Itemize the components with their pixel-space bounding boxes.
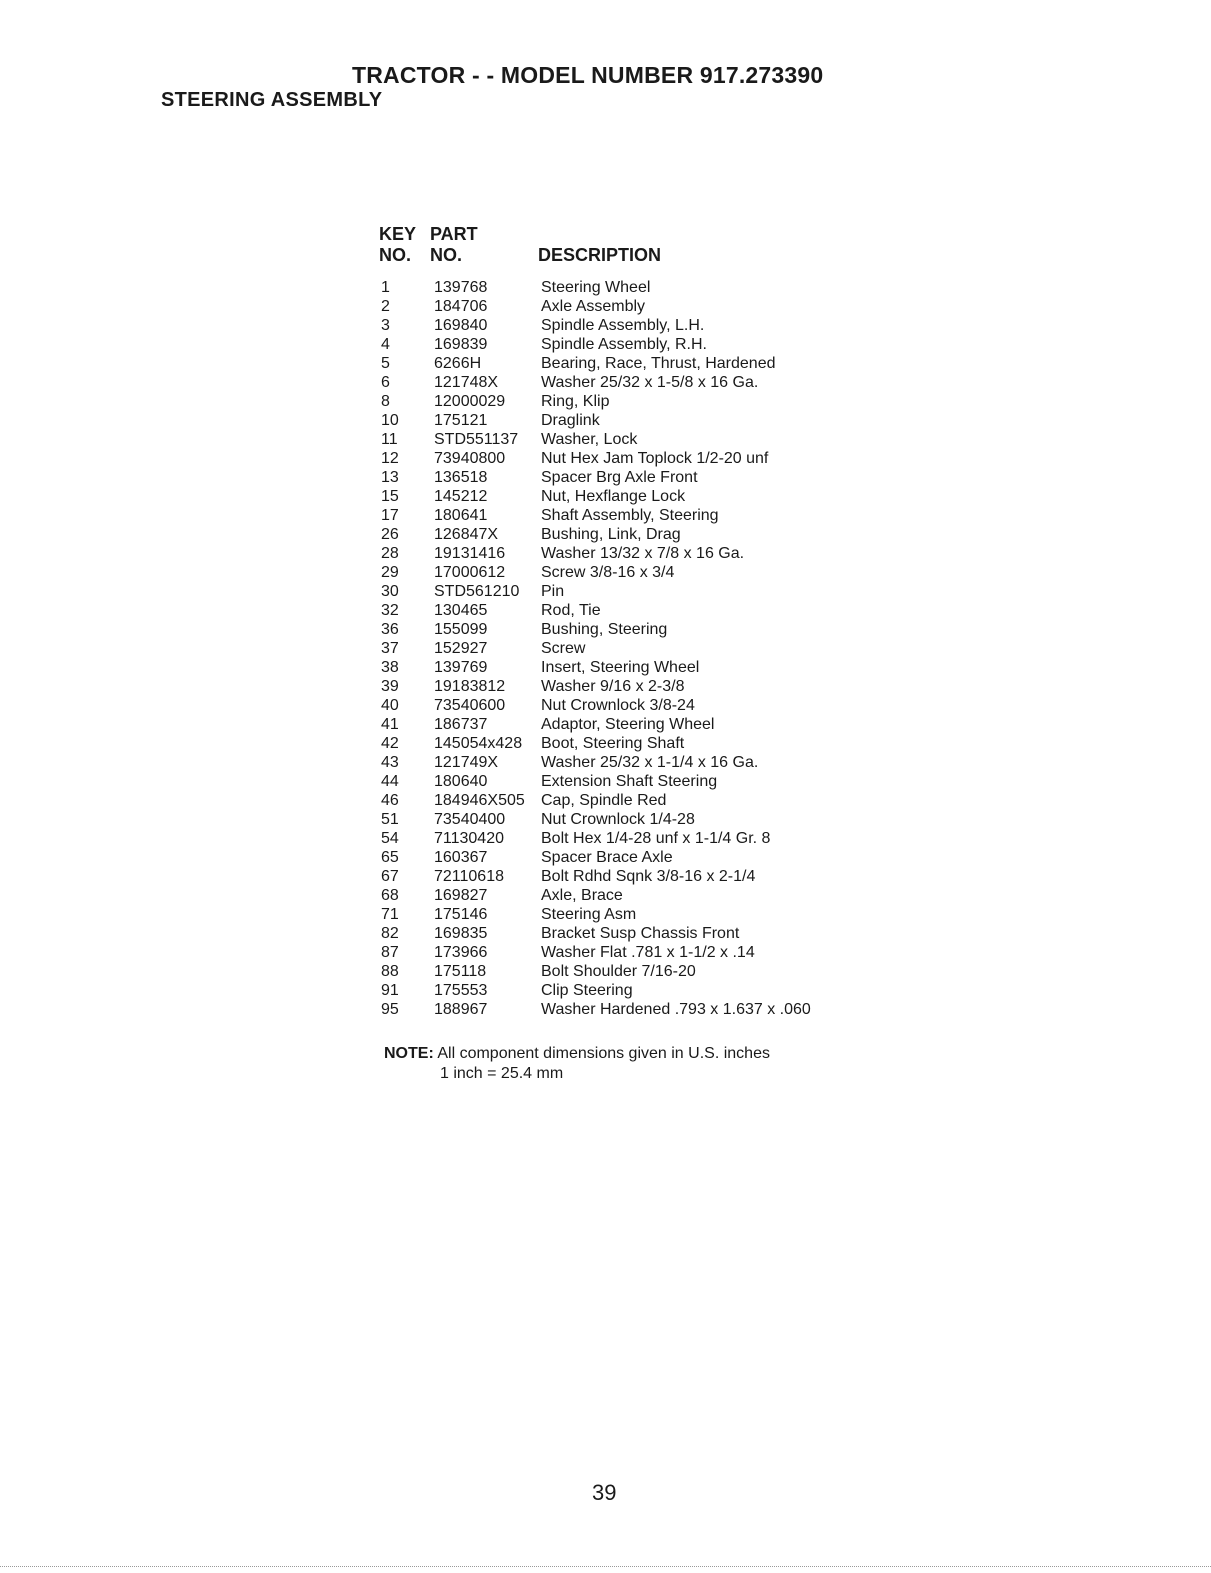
key-number: 82 xyxy=(381,925,399,942)
part-number: 139769 xyxy=(434,659,488,676)
part-description: Axle, Brace xyxy=(541,887,623,904)
part-number: STD551137 xyxy=(434,431,519,448)
key-number: 42 xyxy=(381,735,399,752)
part-number: 155099 xyxy=(434,621,488,638)
part-description: Washer Hardened .793 x 1.637 x .060 xyxy=(541,1001,811,1018)
key-number: 12 xyxy=(381,450,399,467)
part-number: 145212 xyxy=(434,488,488,505)
part-description: Steering Asm xyxy=(541,906,637,923)
part-number: 175553 xyxy=(434,982,488,999)
key-number: 44 xyxy=(381,773,399,790)
part-description: Cap, Spindle Red xyxy=(541,792,667,809)
part-description: Bolt Shoulder 7/16-20 xyxy=(541,963,696,980)
part-description: Nut Crownlock 1/4-28 xyxy=(541,811,695,828)
key-number: 26 xyxy=(381,526,399,543)
part-number: 145054x428 xyxy=(434,735,523,752)
key-number: 68 xyxy=(381,887,399,904)
part-number: 175146 xyxy=(434,906,488,923)
part-number: 152927 xyxy=(434,640,488,657)
key-column-header-line2: NO. xyxy=(379,245,412,265)
key-number: 17 xyxy=(381,507,399,524)
key-number: 65 xyxy=(381,849,399,866)
key-number: 32 xyxy=(381,602,399,619)
note-conversion: 1 inch = 25.4 mm xyxy=(440,1065,564,1082)
part-description: Bearing, Race, Thrust, Hardened xyxy=(541,355,776,372)
part-description: Screw xyxy=(541,640,586,657)
part-description: Bolt Rdhd Sqnk 3/8-16 x 2-1/4 xyxy=(541,868,756,885)
part-description: Adaptor, Steering Wheel xyxy=(541,716,715,733)
part-number: 188967 xyxy=(434,1001,488,1018)
part-number: 17000612 xyxy=(434,564,506,581)
part-number: 6266H xyxy=(434,355,482,372)
part-description: Clip Steering xyxy=(541,982,633,999)
part-description: Washer 13/32 x 7/8 x 16 Ga. xyxy=(541,545,745,562)
part-description: Extension Shaft Steering xyxy=(541,773,718,790)
note-text: All component dimensions given in U.S. inches xyxy=(437,1045,770,1062)
part-description: Spacer Brg Axle Front xyxy=(541,469,698,486)
key-number: 1 xyxy=(381,279,390,296)
page-number: 39 xyxy=(592,1480,617,1505)
page-title: TRACTOR - - MODEL NUMBER 917.273390 xyxy=(352,62,824,88)
part-number: 136518 xyxy=(434,469,488,486)
part-number: 121748X xyxy=(434,374,499,391)
key-number: 5 xyxy=(381,355,390,372)
key-number: 28 xyxy=(381,545,399,562)
part-description: Washer 9/16 x 2-3/8 xyxy=(541,678,685,695)
part-column-header-line1: PART xyxy=(430,224,478,244)
key-number: 29 xyxy=(381,564,399,581)
key-number: 40 xyxy=(381,697,399,714)
part-number: 126847X xyxy=(434,526,499,543)
key-number: 95 xyxy=(381,1001,399,1018)
part-number: STD561210 xyxy=(434,583,520,600)
section-title: STEERING ASSEMBLY xyxy=(161,89,383,111)
part-description: Bolt Hex 1/4-28 unf x 1-1/4 Gr. 8 xyxy=(541,830,771,847)
part-description: Nut Hex Jam Toplock 1/2-20 unf xyxy=(541,450,769,467)
part-description: Pin xyxy=(541,583,565,600)
part-description: Insert, Steering Wheel xyxy=(541,659,700,676)
part-number: 173966 xyxy=(434,944,488,961)
key-number: 36 xyxy=(381,621,399,638)
part-description: Draglink xyxy=(541,412,600,429)
key-number: 51 xyxy=(381,811,399,828)
part-description: Screw 3/8-16 x 3/4 xyxy=(541,564,675,581)
key-number: 11 xyxy=(381,431,398,448)
part-number: 169840 xyxy=(434,317,488,334)
part-description: Spacer Brace Axle xyxy=(541,849,673,866)
part-number: 184946X505 xyxy=(434,792,525,809)
part-number: 72110618 xyxy=(434,868,504,885)
key-number: 15 xyxy=(381,488,399,505)
key-number: 3 xyxy=(381,317,390,334)
bottom-rule xyxy=(0,1566,1211,1567)
key-number: 4 xyxy=(381,336,390,353)
key-number: 6 xyxy=(381,374,390,391)
key-number: 8 xyxy=(381,393,390,410)
key-number: 37 xyxy=(381,640,399,657)
key-number: 43 xyxy=(381,754,399,771)
part-description: Washer 25/32 x 1-1/4 x 16 Ga. xyxy=(541,754,759,771)
part-number: 169839 xyxy=(434,336,488,353)
key-number: 13 xyxy=(381,469,399,486)
part-description: Rod, Tie xyxy=(541,602,601,619)
key-number: 30 xyxy=(381,583,399,600)
key-number: 38 xyxy=(381,659,399,676)
part-number: 19131416 xyxy=(434,545,506,562)
part-description: Bushing, Steering xyxy=(541,621,668,638)
part-number: 160367 xyxy=(434,849,488,866)
part-number: 169827 xyxy=(434,887,488,904)
part-number: 169835 xyxy=(434,925,488,942)
part-number: 180641 xyxy=(434,507,488,524)
part-number: 175118 xyxy=(434,963,487,980)
part-description: Spindle Assembly, R.H. xyxy=(541,336,707,353)
note xyxy=(384,1044,770,1064)
part-number: 180640 xyxy=(434,773,488,790)
key-number: 54 xyxy=(381,830,399,847)
description-column-header: DESCRIPTION xyxy=(538,245,662,265)
part-number: 73940800 xyxy=(434,450,506,467)
part-description: Spindle Assembly, L.H. xyxy=(541,317,705,334)
part-description: Washer, Lock xyxy=(541,431,638,448)
key-column-header-line1: KEY xyxy=(379,224,417,244)
part-number: 19183812 xyxy=(434,678,506,695)
key-number: 41 xyxy=(381,716,399,733)
part-description: Washer 25/32 x 1-5/8 x 16 Ga. xyxy=(541,374,759,391)
key-number: 87 xyxy=(381,944,399,961)
key-number: 91 xyxy=(381,982,399,999)
part-description: Ring, Klip xyxy=(541,393,610,410)
part-description: Washer Flat .781 x 1-1/2 x .14 xyxy=(541,944,755,961)
part-number: 71130420 xyxy=(434,830,504,847)
part-number: 184706 xyxy=(434,298,488,315)
key-number: 2 xyxy=(381,298,390,315)
part-description: Shaft Assembly, Steering xyxy=(541,507,719,524)
part-number: 186737 xyxy=(434,716,488,733)
part-description: Axle Assembly xyxy=(541,298,646,315)
part-number: 175121 xyxy=(434,412,488,429)
part-description: Steering Wheel xyxy=(541,279,651,296)
part-number: 130465 xyxy=(434,602,488,619)
part-number: 121749X xyxy=(434,754,499,771)
key-number: 46 xyxy=(381,792,399,809)
part-column-header-line2: NO. xyxy=(430,245,463,265)
part-description: Boot, Steering Shaft xyxy=(541,735,685,752)
key-number: 39 xyxy=(381,678,399,695)
part-number: 73540400 xyxy=(434,811,506,828)
note-label: NOTE: xyxy=(384,1045,434,1062)
key-number: 71 xyxy=(381,906,399,923)
key-number: 67 xyxy=(381,868,399,885)
part-description: Bushing, Link, Drag xyxy=(541,526,681,543)
key-number: 88 xyxy=(381,963,399,980)
part-description: Nut Crownlock 3/8-24 xyxy=(541,697,695,714)
part-number: 12000029 xyxy=(434,393,506,410)
part-number: 73540600 xyxy=(434,697,506,714)
part-description: Bracket Susp Chassis Front xyxy=(541,925,740,942)
part-description: Nut, Hexflange Lock xyxy=(541,488,686,505)
key-number: 10 xyxy=(381,412,399,429)
part-number: 139768 xyxy=(434,279,488,296)
